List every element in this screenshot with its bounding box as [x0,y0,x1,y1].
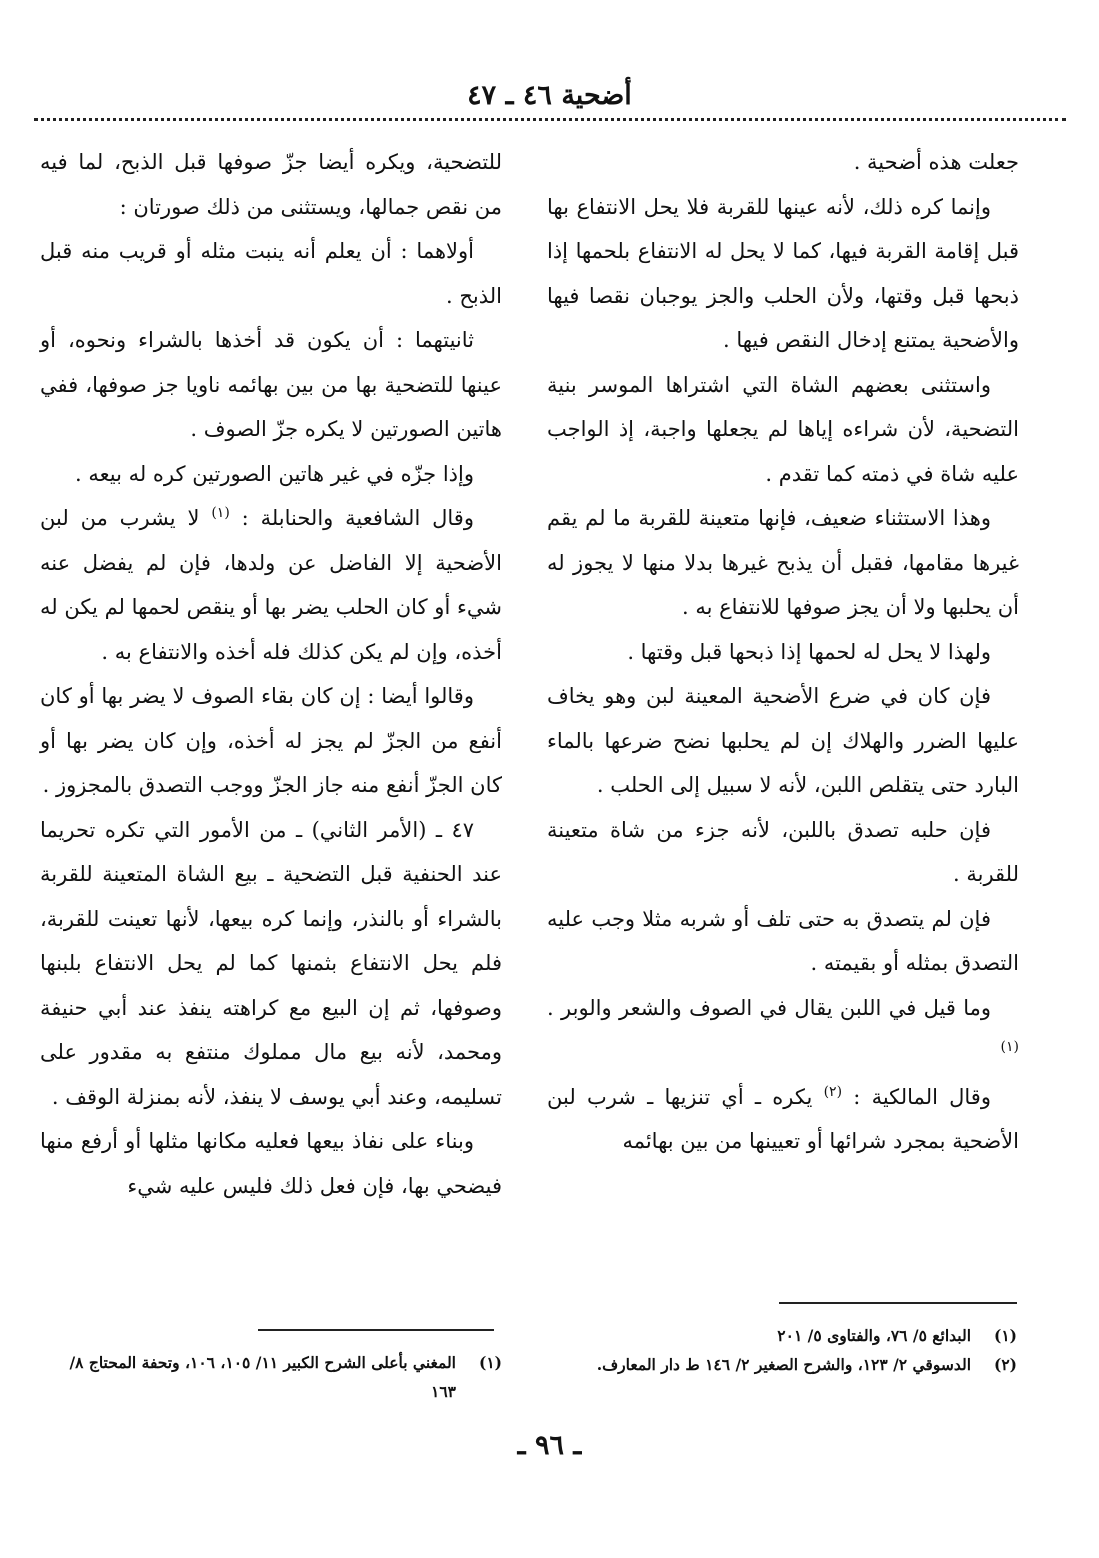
paragraph-with-note [547,1075,1019,1164]
paragraph-with-note [547,986,1019,1075]
paragraph-text: لا يشرب من لبن الأضحية إلا الفاضل عن ولدها، فإن لم يفضل عنه شيء أو كان الحلب يضر بها أو ينقص لحمها لم يكن له أخذه، وإن لم يكن كذلك فله أخذه والانتفاع به . [40,506,502,664]
paragraph: فإن كان في ضرع الأضحية المعينة لبن وهو يخاف عليها الضرر والهلاك إن لم يحلبها نضح ضرعها بالماء البارد حتى يتقلص اللبن، لأنه لا سبيل إلى الحلب . [547,684,1019,797]
paragraph-text: وقال الشافعية والحنابلة : [241,506,474,530]
footnote-reference[interactable]: (١) [211,505,230,521]
footnote-number: (١) [993,1326,1017,1345]
paragraph: فإن حلبه تصدق باللبن، لأنه جزء من شاة متعينة للقربة . [547,817,1019,886]
paragraph: وهذا الاستثناء ضعيف، فإنها متعينة للقربة ما لم يقم غيرها مقامها، فقبل أن يذبح غيرها بدلا منها لا يجوز له أن يحلبها ولا أن يجز صوفها للانتفاع به . [547,506,1019,619]
footnote-rule [258,1329,494,1331]
paragraph: واستثنى بعضهم الشاة التي اشتراها الموسر بنية التضحية، لأن شراءه إياها لم يجعلها واجبة، إذ الواجب عليه شاة في ذمته كما تقدم . [547,372,1019,486]
paragraph: وإذا جزّه في غير هاتين الصورتين كره له بيعه . [75,461,474,486]
paragraph-text: يكره ـ أي تنزيها ـ شرب لبن الأضحية بمجرد شرائها أو تعيينها من بين بهائمه [547,1084,1019,1153]
paragraph: للتضحية، ويكره أيضا جزّ صوفها قبل الذبح، لما فيه من نقص جمالها، ويستثنى من ذلك صورتان : [40,150,502,219]
footnotes-left [40,1348,502,1406]
running-title: أضحية ٤٦ ـ ٤٧ [467,80,632,111]
footnotes-right [557,1321,1017,1379]
section-paragraph: ٤٧ ـ (الأمر الثاني) ـ من الأمور التي تكره تحريما عند الحنفية قبل التضحية ـ بيع الشاة المتعينة للقربة بالشراء أو بالنذر، وإنما كره بيعها، لأنها تعينت للقربة، فلم يحل الانتفاع بثمنها كما لم يحل الانتفاع بلبنها وصوفها، ثم إن البيع مع كراهته ينفذ عند أبي حنيفة ومحمد، لأنه بيع مال مملوك منتفع به مقدور على تسليمه، وعند أبي يوسف لا ينفذ، لأنه بمنزلة الوقف . [40,817,502,1109]
paragraph: أولاهما : أن يعلم أنه ينبت مثله أو قريب منه قبل الذبح . [40,239,502,308]
footnote-reference[interactable]: (٢) [823,1083,843,1100]
footnote-number: (٢) [993,1355,1017,1374]
footnote-text: البدائع ٥/ ٧٦، والفتاوى ٥/ ٢٠١ [777,1326,971,1345]
footnote-text: الدسوقي ٢/ ١٢٣، والشرح الصغير ٢/ ١٤٦ ط دار المعارف. [596,1355,971,1374]
paragraph: وقالوا أيضا : إن كان بقاء الصوف لا يضر بها أو كان أنفع من الجزّ لم يجز له أخذه، وإن كان يضر بها أو كان الجزّ أنفع منه جاز الجزّ ووجب التصدق بالمجزوز . [40,684,502,797]
paragraph: فإن لم يتصدق به حتى تلف أو شربه مثلا وجب عليه التصدق بمثله أو بقيمته . [547,906,1019,975]
footnote-number: (١) [478,1353,502,1372]
paragraph: ولهذا لا يحل له لحمها إذا ذبحها قبل وقتها . [627,639,991,664]
footnote [40,1348,502,1406]
right-column [547,140,1019,1164]
footnote [557,1350,1017,1379]
paragraph-with-note [40,496,502,674]
paragraph: جعلت هذه أضحية . [853,150,1019,174]
paragraph: ثانيتهما : أن يكون قد أخذها بالشراء ونحوه، أو عينها للتضحية بها من بين بهائمه ناويا جز صوفها، ففي هاتين الصورتين لا يكره جزّ الصوف . [40,328,502,441]
footnote-text: المغني بأعلى الشرح الكبير ١١/ ١٠٥، ١٠٦، وتحفة المحتاج ٨/ ١٦٣ [69,1353,456,1401]
footnote-rule [779,1302,1017,1304]
footnote [557,1321,1017,1350]
left-column [40,140,502,1208]
paragraph-text: وما قيل في اللبن يقال في الصوف والشعر والوبر . [547,995,991,1020]
header-dotted-rule [34,118,1066,121]
paragraph: وإنما كره ذلك، لأنه عينها للقربة فلا يحل الانتفاع بها قبل إقامة القربة فيها، كما لا يحل له الانتفاع بلحمها إذا ذبحها قبل وقتها، ولأن الحلب والجز يوجبان نقصا فيها والأضحية يمتنع إدخال النقص فيها . [547,194,1019,352]
paragraph-text: وقال المالكية : [853,1084,991,1109]
footnote-reference[interactable]: (١) [1000,1039,1019,1055]
paragraph: وبناء على نفاذ بيعها فعليه مكانها مثلها أو أرفع منها فيضحي بها، فإن فعل ذلك فليس عليه شيء [40,1129,502,1198]
page-number: ـ ٩٦ ـ [517,1430,582,1461]
